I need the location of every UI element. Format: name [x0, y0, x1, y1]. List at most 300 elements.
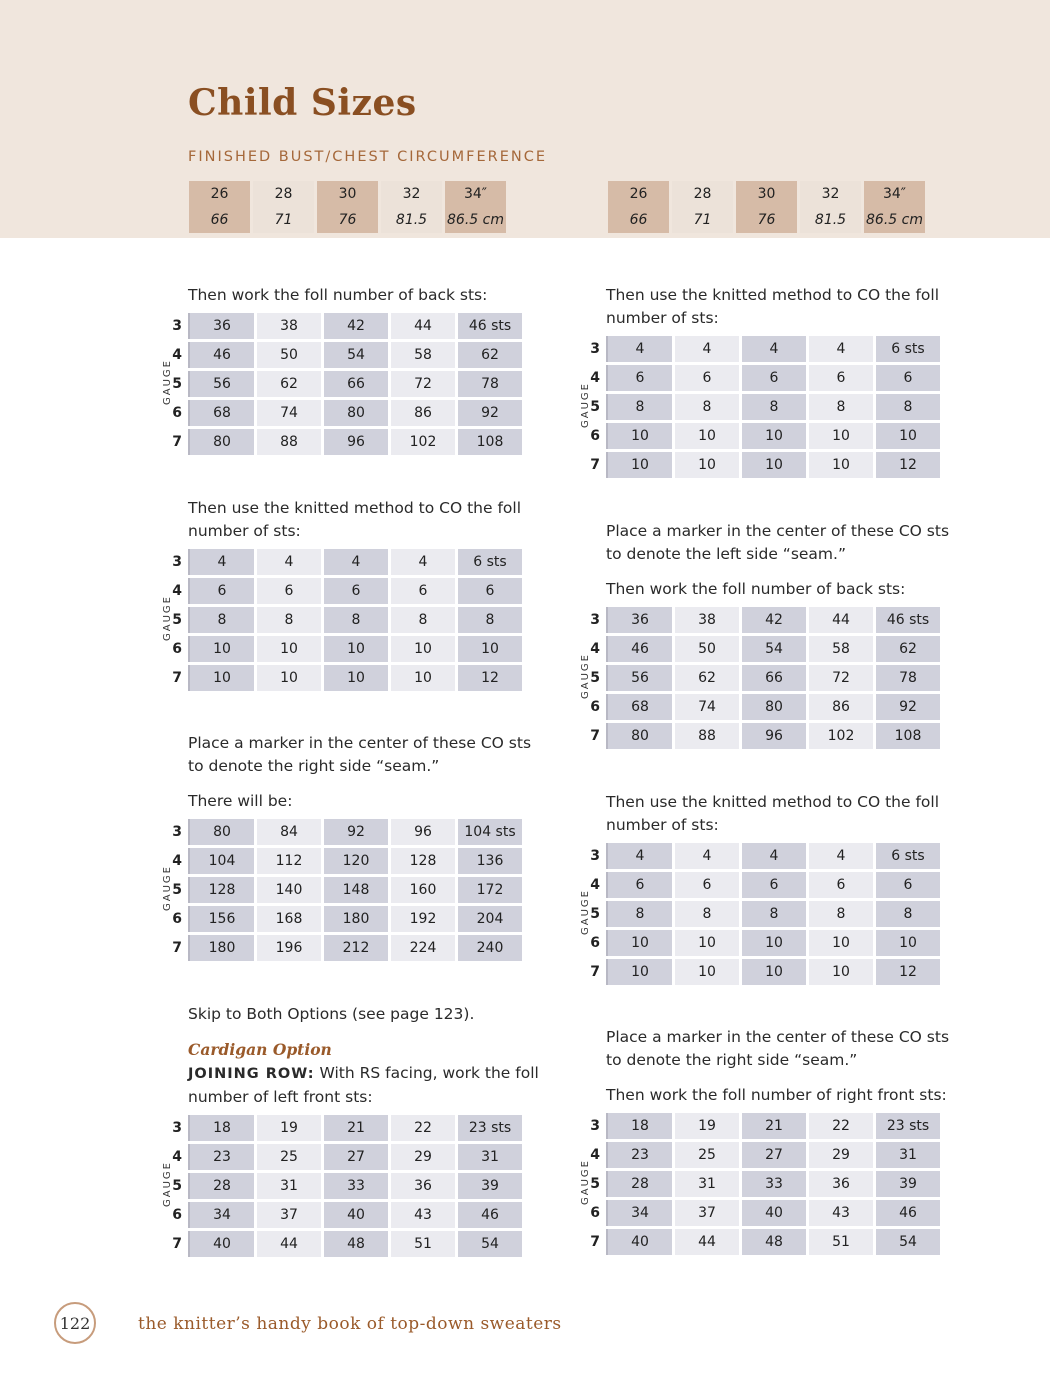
gauge-row — [576, 930, 940, 956]
stitch-count-cell: 8 — [254, 607, 321, 633]
stitch-count-cell: 8 — [672, 394, 739, 420]
instruction-paragraph: Then work the foll number of back sts: — [606, 580, 906, 598]
stitch-count-cell: 48 — [739, 1229, 806, 1255]
stitch-count-cell: 4 — [739, 843, 806, 869]
right-block-right-front — [580, 1026, 958, 1258]
stitch-count-cell: 74 — [254, 400, 321, 426]
stitch-count-cell: 10 — [608, 930, 672, 956]
stitch-count-cell: 72 — [806, 665, 873, 691]
stitch-count-cell: 86 — [388, 400, 455, 426]
gauge-table — [576, 604, 940, 752]
stitch-count-cell: 51 — [388, 1231, 455, 1257]
size-cell: 86.5 cm — [445, 207, 506, 233]
stitch-count-cell: 25 — [672, 1142, 739, 1168]
left-block-there-will-be — [162, 732, 540, 964]
stitch-count-cell: 4 — [254, 549, 321, 575]
stitch-count-cell: 31 — [455, 1144, 522, 1170]
stitch-count-cell: 4 — [388, 549, 455, 575]
gauge-number: 4 — [576, 636, 608, 662]
stitch-count-cell: 92 — [321, 819, 388, 845]
stitch-count-cell: 10 — [873, 930, 940, 956]
stitch-count-cell: 8 — [321, 607, 388, 633]
gauge-row — [576, 1142, 940, 1168]
stitch-count-cell: 10 — [254, 665, 321, 691]
gauge-table-wrap — [162, 816, 540, 964]
gauge-label: GAUGE — [580, 382, 591, 429]
stitch-count-cell: 80 — [190, 429, 254, 455]
gauge-number: 6 — [576, 423, 608, 449]
stitch-count-cell: 84 — [254, 819, 321, 845]
gauge-table — [158, 816, 522, 964]
stitch-count-cell: 102 — [388, 429, 455, 455]
gauge-row — [576, 1200, 940, 1226]
stitch-count-cell: 4 — [190, 549, 254, 575]
size-header-table-right — [605, 181, 928, 233]
size-row-in — [189, 181, 506, 207]
stitch-count-cell: 22 — [388, 1115, 455, 1141]
stitch-count-cell: 6 — [873, 872, 940, 898]
stitch-count-cell: 39 — [873, 1171, 940, 1197]
gauge-number: 4 — [158, 578, 190, 604]
stitch-count-cell: 6 — [672, 872, 739, 898]
stitch-count-cell: 27 — [321, 1144, 388, 1170]
gauge-row — [158, 371, 522, 397]
gauge-table-wrap — [162, 546, 540, 694]
stitch-count-cell: 28 — [190, 1173, 254, 1199]
page-subtitle: FINISHED BUST/CHEST CIRCUMFERENCE — [188, 149, 548, 165]
joining-row-lead: JOINING ROW: — [188, 1066, 315, 1082]
stitch-count-cell: 36 — [190, 313, 254, 339]
stitch-count-cell: 22 — [806, 1113, 873, 1139]
stitch-count-cell: 10 — [190, 665, 254, 691]
stitch-count-cell: 8 — [190, 607, 254, 633]
stitch-count-cell: 10 — [806, 959, 873, 985]
gauge-number: 6 — [158, 636, 190, 662]
stitch-count-cell: 58 — [806, 636, 873, 662]
size-cell: 28 — [253, 181, 314, 207]
instruction-paragraph: Place a marker in the center of these CO sts to denote the right side “seam.” — [606, 1028, 950, 1069]
gauge-label: GAUGE — [162, 359, 173, 406]
left-block-back-sts — [162, 284, 540, 458]
stitch-count-cell: 88 — [254, 429, 321, 455]
stitch-count-cell: 39 — [455, 1173, 522, 1199]
stitch-count-cell: 23 — [608, 1142, 672, 1168]
footer-book-title: the knitter’s handy book of top-down sweaters — [138, 1314, 562, 1334]
stitch-count-cell: 12 — [873, 959, 940, 985]
gauge-number: 5 — [576, 665, 608, 691]
instruction-text: Then work the foll number of back sts: — [188, 286, 488, 304]
stitch-count-cell: 72 — [388, 371, 455, 397]
stitch-count-cell: 96 — [388, 819, 455, 845]
gauge-number: 3 — [158, 1115, 190, 1141]
stitch-count-cell: 8 — [672, 901, 739, 927]
stitch-count-cell: 23 sts — [455, 1115, 522, 1141]
gauge-row — [576, 1229, 940, 1255]
right-block-co-sts-2 — [580, 791, 958, 988]
stitch-count-cell: 148 — [321, 877, 388, 903]
stitch-count-cell: 10 — [739, 930, 806, 956]
stitch-count-cell: 56 — [190, 371, 254, 397]
stitch-count-cell: 104 sts — [455, 819, 522, 845]
stitch-count-cell: 40 — [608, 1229, 672, 1255]
gauge-number: 4 — [158, 342, 190, 368]
stitch-count-cell: 8 — [608, 394, 672, 420]
option-title: Cardigan Option — [188, 1040, 332, 1059]
stitch-count-cell: 10 — [190, 636, 254, 662]
gauge-table — [576, 1110, 940, 1258]
page-title: Child Sizes — [188, 82, 417, 124]
size-cell: 81.5 — [381, 207, 442, 233]
stitch-count-cell: 10 — [254, 636, 321, 662]
gauge-row — [158, 313, 522, 339]
stitch-count-cell: 54 — [455, 1231, 522, 1257]
stitch-count-cell: 25 — [254, 1144, 321, 1170]
gauge-table-wrap — [580, 333, 958, 481]
gauge-table — [576, 840, 940, 988]
stitch-count-cell: 8 — [873, 394, 940, 420]
stitch-count-cell: 88 — [672, 723, 739, 749]
stitch-count-cell: 10 — [672, 452, 739, 478]
stitch-count-cell: 62 — [455, 342, 522, 368]
gauge-number: 6 — [158, 400, 190, 426]
instruction-paragraph: Skip to Both Options (see page 123). — [188, 1005, 475, 1023]
stitch-count-cell: 196 — [254, 935, 321, 961]
stitch-count-cell: 80 — [190, 819, 254, 845]
gauge-row — [576, 607, 940, 633]
stitch-count-cell: 96 — [739, 723, 806, 749]
stitch-count-cell: 128 — [190, 877, 254, 903]
stitch-count-cell: 80 — [608, 723, 672, 749]
gauge-number: 6 — [158, 906, 190, 932]
stitch-count-cell: 140 — [254, 877, 321, 903]
size-cell: 66 — [608, 207, 669, 233]
stitch-count-cell: 50 — [254, 342, 321, 368]
gauge-row — [158, 877, 522, 903]
stitch-count-cell: 160 — [388, 877, 455, 903]
gauge-row — [576, 394, 940, 420]
stitch-count-cell: 8 — [873, 901, 940, 927]
gauge-row — [576, 336, 940, 362]
stitch-count-cell: 46 sts — [455, 313, 522, 339]
stitch-count-cell: 8 — [739, 394, 806, 420]
gauge-row — [158, 819, 522, 845]
size-cell: 34″ — [864, 181, 925, 207]
stitch-count-cell: 42 — [321, 313, 388, 339]
stitch-count-cell: 4 — [321, 549, 388, 575]
stitch-count-cell: 8 — [739, 901, 806, 927]
stitch-count-cell: 46 — [873, 1200, 940, 1226]
gauge-number: 5 — [576, 1171, 608, 1197]
size-cell: 26 — [608, 181, 669, 207]
instruction-text: Then use the knitted method to CO the foll number of sts: — [606, 793, 940, 834]
stitch-count-cell: 108 — [873, 723, 940, 749]
size-cell: 86.5 cm — [864, 207, 925, 233]
stitch-count-cell: 10 — [388, 665, 455, 691]
gauge-row — [158, 1202, 522, 1228]
gauge-table-wrap — [162, 310, 540, 458]
size-cell: 71 — [253, 207, 314, 233]
gauge-table — [576, 333, 940, 481]
stitch-count-cell: 46 — [608, 636, 672, 662]
stitch-count-cell: 31 — [254, 1173, 321, 1199]
stitch-count-cell: 27 — [739, 1142, 806, 1168]
stitch-count-cell: 86 — [806, 694, 873, 720]
stitch-count-cell: 136 — [455, 848, 522, 874]
stitch-count-cell: 54 — [739, 636, 806, 662]
stitch-count-cell: 10 — [672, 959, 739, 985]
stitch-count-cell: 8 — [608, 901, 672, 927]
stitch-count-cell: 180 — [190, 935, 254, 961]
stitch-count-cell: 10 — [672, 423, 739, 449]
stitch-count-cell: 46 — [455, 1202, 522, 1228]
stitch-count-cell: 168 — [254, 906, 321, 932]
stitch-count-cell: 50 — [672, 636, 739, 662]
left-block-co-sts — [162, 497, 540, 694]
gauge-number: 5 — [158, 1173, 190, 1199]
gauge-table-wrap — [580, 604, 958, 752]
stitch-count-cell: 44 — [806, 607, 873, 633]
stitch-count-cell: 23 — [190, 1144, 254, 1170]
stitch-count-cell: 29 — [806, 1142, 873, 1168]
stitch-count-cell: 80 — [739, 694, 806, 720]
stitch-count-cell: 6 — [608, 872, 672, 898]
size-cell: 26 — [189, 181, 250, 207]
stitch-count-cell: 6 — [388, 578, 455, 604]
gauge-row — [158, 906, 522, 932]
gauge-number: 3 — [576, 1113, 608, 1139]
gauge-number: 5 — [158, 607, 190, 633]
stitch-count-cell: 4 — [608, 843, 672, 869]
gauge-number: 5 — [576, 901, 608, 927]
gauge-row — [576, 423, 940, 449]
gauge-number: 7 — [576, 1229, 608, 1255]
stitch-count-cell: 62 — [672, 665, 739, 691]
gauge-row — [158, 429, 522, 455]
gauge-number: 7 — [576, 723, 608, 749]
stitch-count-cell: 68 — [608, 694, 672, 720]
stitch-count-cell: 66 — [321, 371, 388, 397]
gauge-number: 4 — [576, 365, 608, 391]
gauge-row — [576, 843, 940, 869]
stitch-count-cell: 33 — [739, 1171, 806, 1197]
gauge-row — [576, 1113, 940, 1139]
gauge-row — [158, 549, 522, 575]
stitch-count-cell: 10 — [806, 452, 873, 478]
gauge-table — [158, 1112, 522, 1260]
stitch-count-cell: 18 — [190, 1115, 254, 1141]
stitch-count-cell: 172 — [455, 877, 522, 903]
gauge-row — [158, 636, 522, 662]
size-header-table-left — [186, 181, 509, 233]
stitch-count-cell: 204 — [455, 906, 522, 932]
stitch-count-cell: 46 — [190, 342, 254, 368]
stitch-count-cell: 40 — [321, 1202, 388, 1228]
left-block-cardigan — [162, 1003, 540, 1260]
stitch-count-cell: 4 — [672, 336, 739, 362]
size-cell: 32 — [800, 181, 861, 207]
gauge-number: 4 — [576, 872, 608, 898]
gauge-number: 3 — [576, 607, 608, 633]
stitch-count-cell: 6 — [321, 578, 388, 604]
gauge-table-wrap — [162, 1112, 540, 1260]
stitch-count-cell: 10 — [455, 636, 522, 662]
stitch-count-cell: 92 — [455, 400, 522, 426]
gauge-row — [576, 636, 940, 662]
stitch-count-cell: 31 — [672, 1171, 739, 1197]
stitch-count-cell: 8 — [806, 901, 873, 927]
stitch-count-cell: 44 — [388, 313, 455, 339]
gauge-label: GAUGE — [580, 653, 591, 700]
gauge-row — [158, 1144, 522, 1170]
stitch-count-cell: 80 — [321, 400, 388, 426]
stitch-count-cell: 68 — [190, 400, 254, 426]
stitch-count-cell: 4 — [739, 336, 806, 362]
stitch-count-cell: 74 — [672, 694, 739, 720]
stitch-count-cell: 19 — [254, 1115, 321, 1141]
stitch-count-cell: 6 — [739, 872, 806, 898]
size-cell: 76 — [317, 207, 378, 233]
stitch-count-cell: 212 — [321, 935, 388, 961]
stitch-count-cell: 6 — [672, 365, 739, 391]
stitch-count-cell: 4 — [672, 843, 739, 869]
gauge-number: 4 — [158, 1144, 190, 1170]
stitch-count-cell: 44 — [672, 1229, 739, 1255]
gauge-label: GAUGE — [580, 1159, 591, 1206]
stitch-count-cell: 8 — [388, 607, 455, 633]
stitch-count-cell: 48 — [321, 1231, 388, 1257]
gauge-row — [576, 452, 940, 478]
right-block-back-sts — [580, 520, 958, 752]
gauge-row — [158, 400, 522, 426]
gauge-row — [576, 723, 940, 749]
stitch-count-cell: 31 — [873, 1142, 940, 1168]
stitch-count-cell: 10 — [806, 930, 873, 956]
stitch-count-cell: 10 — [873, 423, 940, 449]
stitch-count-cell: 8 — [455, 607, 522, 633]
gauge-row — [576, 872, 940, 898]
stitch-count-cell: 43 — [388, 1202, 455, 1228]
gauge-row — [576, 901, 940, 927]
stitch-count-cell: 29 — [388, 1144, 455, 1170]
gauge-number: 6 — [576, 930, 608, 956]
gauge-row — [576, 665, 940, 691]
stitch-count-cell: 6 — [806, 872, 873, 898]
size-cell: 30 — [736, 181, 797, 207]
size-cell: 66 — [189, 207, 250, 233]
stitch-count-cell: 10 — [739, 423, 806, 449]
instruction-text — [188, 732, 540, 813]
stitch-count-cell: 42 — [739, 607, 806, 633]
gauge-number: 3 — [158, 549, 190, 575]
gauge-number: 7 — [158, 1231, 190, 1257]
stitch-count-cell: 180 — [321, 906, 388, 932]
page-number: 122 — [54, 1302, 96, 1344]
stitch-count-cell: 6 — [455, 578, 522, 604]
stitch-count-cell: 96 — [321, 429, 388, 455]
stitch-count-cell: 51 — [806, 1229, 873, 1255]
gauge-number: 3 — [576, 336, 608, 362]
stitch-count-cell: 10 — [608, 423, 672, 449]
stitch-count-cell: 240 — [455, 935, 522, 961]
stitch-count-cell: 21 — [321, 1115, 388, 1141]
gauge-number: 3 — [158, 819, 190, 845]
stitch-count-cell: 10 — [321, 665, 388, 691]
gauge-number: 4 — [576, 1142, 608, 1168]
stitch-count-cell: 6 — [806, 365, 873, 391]
stitch-count-cell: 19 — [672, 1113, 739, 1139]
gauge-table — [158, 546, 522, 694]
stitch-count-cell: 224 — [388, 935, 455, 961]
stitch-count-cell: 34 — [190, 1202, 254, 1228]
stitch-count-cell: 12 — [455, 665, 522, 691]
gauge-number: 7 — [158, 935, 190, 961]
size-cell: 34″ — [445, 181, 506, 207]
gauge-row — [158, 935, 522, 961]
gauge-number: 3 — [158, 313, 190, 339]
stitch-count-cell: 21 — [739, 1113, 806, 1139]
gauge-number: 5 — [576, 394, 608, 420]
gauge-number: 7 — [158, 665, 190, 691]
gauge-row — [158, 1115, 522, 1141]
stitch-count-cell: 6 sts — [873, 843, 940, 869]
stitch-count-cell: 23 sts — [873, 1113, 940, 1139]
stitch-count-cell: 192 — [388, 906, 455, 932]
instruction-paragraph: Place a marker in the center of these CO sts to denote the right side “seam.” — [188, 734, 532, 775]
size-cell: 76 — [736, 207, 797, 233]
stitch-count-cell: 46 sts — [873, 607, 940, 633]
instruction-text: Then use the knitted method to CO the foll number of sts: — [606, 286, 940, 327]
stitch-count-cell: 43 — [806, 1200, 873, 1226]
option-paragraph — [188, 1038, 540, 1109]
instruction-text: Then use the knitted method to CO the foll number of sts: — [188, 499, 522, 540]
stitch-count-cell: 6 — [254, 578, 321, 604]
size-row-cm — [608, 207, 925, 233]
gauge-number: 6 — [576, 1200, 608, 1226]
instruction-text — [606, 1026, 958, 1107]
gauge-row — [576, 365, 940, 391]
gauge-number: 4 — [158, 848, 190, 874]
gauge-number: 6 — [158, 1202, 190, 1228]
stitch-count-cell: 10 — [806, 423, 873, 449]
stitch-count-cell: 10 — [321, 636, 388, 662]
stitch-count-cell: 44 — [254, 1231, 321, 1257]
stitch-count-cell: 10 — [608, 452, 672, 478]
joining-row-text: With RS facing, work the foll number of left front sts: — [188, 1064, 539, 1106]
size-cell: 71 — [672, 207, 733, 233]
stitch-count-cell: 8 — [806, 394, 873, 420]
stitch-count-cell: 36 — [806, 1171, 873, 1197]
stitch-count-cell: 36 — [608, 607, 672, 633]
stitch-count-cell: 108 — [455, 429, 522, 455]
stitch-count-cell: 66 — [739, 665, 806, 691]
stitch-count-cell: 18 — [608, 1113, 672, 1139]
stitch-count-cell: 56 — [608, 665, 672, 691]
gauge-table-wrap — [580, 840, 958, 988]
instruction-text — [188, 1003, 540, 1109]
stitch-count-cell: 54 — [873, 1229, 940, 1255]
stitch-count-cell: 10 — [672, 930, 739, 956]
stitch-count-cell: 37 — [254, 1202, 321, 1228]
stitch-count-cell: 62 — [254, 371, 321, 397]
stitch-count-cell: 92 — [873, 694, 940, 720]
size-cell: 81.5 — [800, 207, 861, 233]
stitch-count-cell: 112 — [254, 848, 321, 874]
stitch-count-cell: 10 — [608, 959, 672, 985]
gauge-row — [158, 848, 522, 874]
instruction-paragraph: Place a marker in the center of these CO sts to denote the left side “seam.” — [606, 522, 950, 563]
gauge-row — [576, 694, 940, 720]
gauge-number: 7 — [576, 959, 608, 985]
